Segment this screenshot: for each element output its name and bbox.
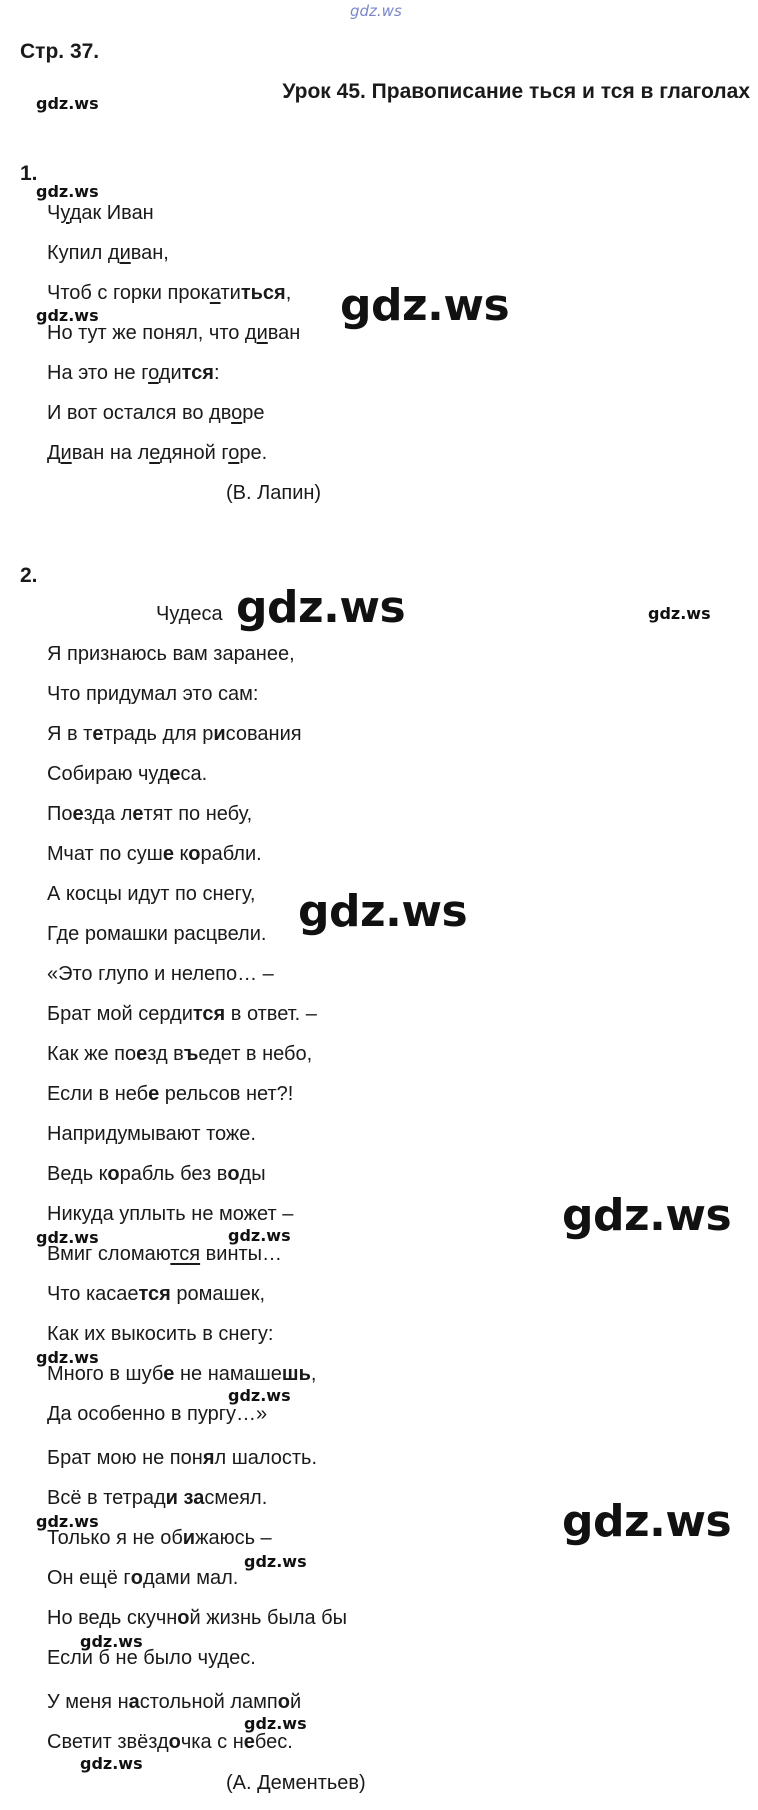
watermark-small: gdz.ws bbox=[244, 1714, 307, 1733]
poem-line: Собираю чудеса. bbox=[47, 763, 208, 785]
poem-line: Никуда уплыть не может – bbox=[47, 1203, 294, 1225]
watermark-small: gdz.ws bbox=[36, 306, 99, 325]
poem-line: Мчат по суше корабли. bbox=[47, 843, 262, 865]
watermark-small: gdz.ws bbox=[80, 1632, 143, 1651]
watermark-small: gdz.ws bbox=[648, 604, 711, 623]
watermark-small: gdz.ws bbox=[36, 94, 99, 113]
lesson-title: Урок 45. Правописание ться и тся в глаголах bbox=[282, 80, 750, 103]
poem-line: Поезда летят по небу, bbox=[47, 803, 253, 825]
poem-line: Если б не было чудес. bbox=[47, 1647, 256, 1669]
watermark-big: gdz.ws bbox=[562, 1190, 732, 1241]
poem-line: Я в тетрадь для рисования bbox=[47, 723, 302, 745]
poem-1-author: (В. Лапин) bbox=[226, 482, 322, 504]
poem-line: Что касается ромашек, bbox=[47, 1283, 265, 1305]
poem-line: Напридумывают тоже. bbox=[47, 1123, 256, 1145]
poem-line: Светит звёздочка с небес. bbox=[47, 1731, 293, 1753]
watermark-big: gdz.ws bbox=[340, 280, 510, 331]
poem-line: Купил диван, bbox=[47, 242, 169, 264]
poem-line: И вот остался во дворе bbox=[47, 402, 265, 424]
poem-line: Только я не обижаюсь – bbox=[47, 1527, 272, 1549]
watermark-small: gdz.ws bbox=[244, 1552, 307, 1571]
poem-2-author: (А. Дементьев) bbox=[226, 1772, 366, 1794]
poem-line: Чтоб с горки прокатиться, bbox=[47, 282, 292, 304]
poem-line: У меня настольной лампой bbox=[47, 1691, 302, 1713]
watermark-small: gdz.ws bbox=[36, 1512, 99, 1531]
watermark-big: gdz.ws bbox=[298, 886, 468, 937]
watermark-small: gdz.ws bbox=[228, 1386, 291, 1405]
task-2-number: 2. bbox=[20, 564, 38, 587]
watermark-big: gdz.ws bbox=[236, 582, 406, 633]
task-1-number: 1. bbox=[20, 162, 38, 185]
poem-line: Он ещё годами мал. bbox=[47, 1567, 239, 1589]
watermark-top: gdz.ws bbox=[350, 2, 402, 20]
poem-line: Много в шубе не намашешь, bbox=[47, 1363, 317, 1385]
poem-line: Но ведь скучной жизнь была бы bbox=[47, 1607, 347, 1629]
poem-2-title: Чудеса bbox=[156, 603, 223, 625]
poem-line: Диван на ледяной горе. bbox=[47, 442, 268, 464]
poem-line: Если в небе рельсов нет?! bbox=[47, 1083, 294, 1105]
poem-line: Вмиг сломаются винты… bbox=[47, 1243, 283, 1265]
poem-line: Я признаюсь вам заранее, bbox=[47, 643, 295, 665]
watermark-small: gdz.ws bbox=[36, 1348, 99, 1367]
poem-line: Как их выкосить в снегу: bbox=[47, 1323, 274, 1345]
poem-line: Но тут же понял, что диван bbox=[47, 322, 301, 344]
poem-line: Да особенно в пургу…» bbox=[47, 1403, 268, 1425]
poem-line: «Это глупо и нелепо… – bbox=[47, 963, 274, 985]
watermark-small: gdz.ws bbox=[36, 182, 99, 201]
poem-line: Что придумал это сам: bbox=[47, 683, 259, 705]
poem-line: Всё в тетради засмеял. bbox=[47, 1487, 268, 1509]
poem-line: На это не годится: bbox=[47, 362, 220, 384]
poem-line: Чудак Иван bbox=[47, 202, 154, 224]
watermark-big: gdz.ws bbox=[562, 1496, 732, 1547]
poem-line: Где ромашки расцвели. bbox=[47, 923, 267, 945]
poem-line: Брат мою не понял шалость. bbox=[47, 1447, 318, 1469]
poem-line: А косцы идут по снегу, bbox=[47, 883, 256, 905]
watermark-small: gdz.ws bbox=[36, 1228, 99, 1247]
watermark-small: gdz.ws bbox=[228, 1226, 291, 1245]
poem-line: Ведь корабль без воды bbox=[47, 1163, 266, 1185]
page-number: Стр. 37. bbox=[20, 40, 100, 63]
watermark-small: gdz.ws bbox=[80, 1754, 143, 1773]
poem-line: Как же поезд въедет в небо, bbox=[47, 1043, 313, 1065]
poem-line: Брат мой сердится в ответ. – bbox=[47, 1003, 317, 1025]
